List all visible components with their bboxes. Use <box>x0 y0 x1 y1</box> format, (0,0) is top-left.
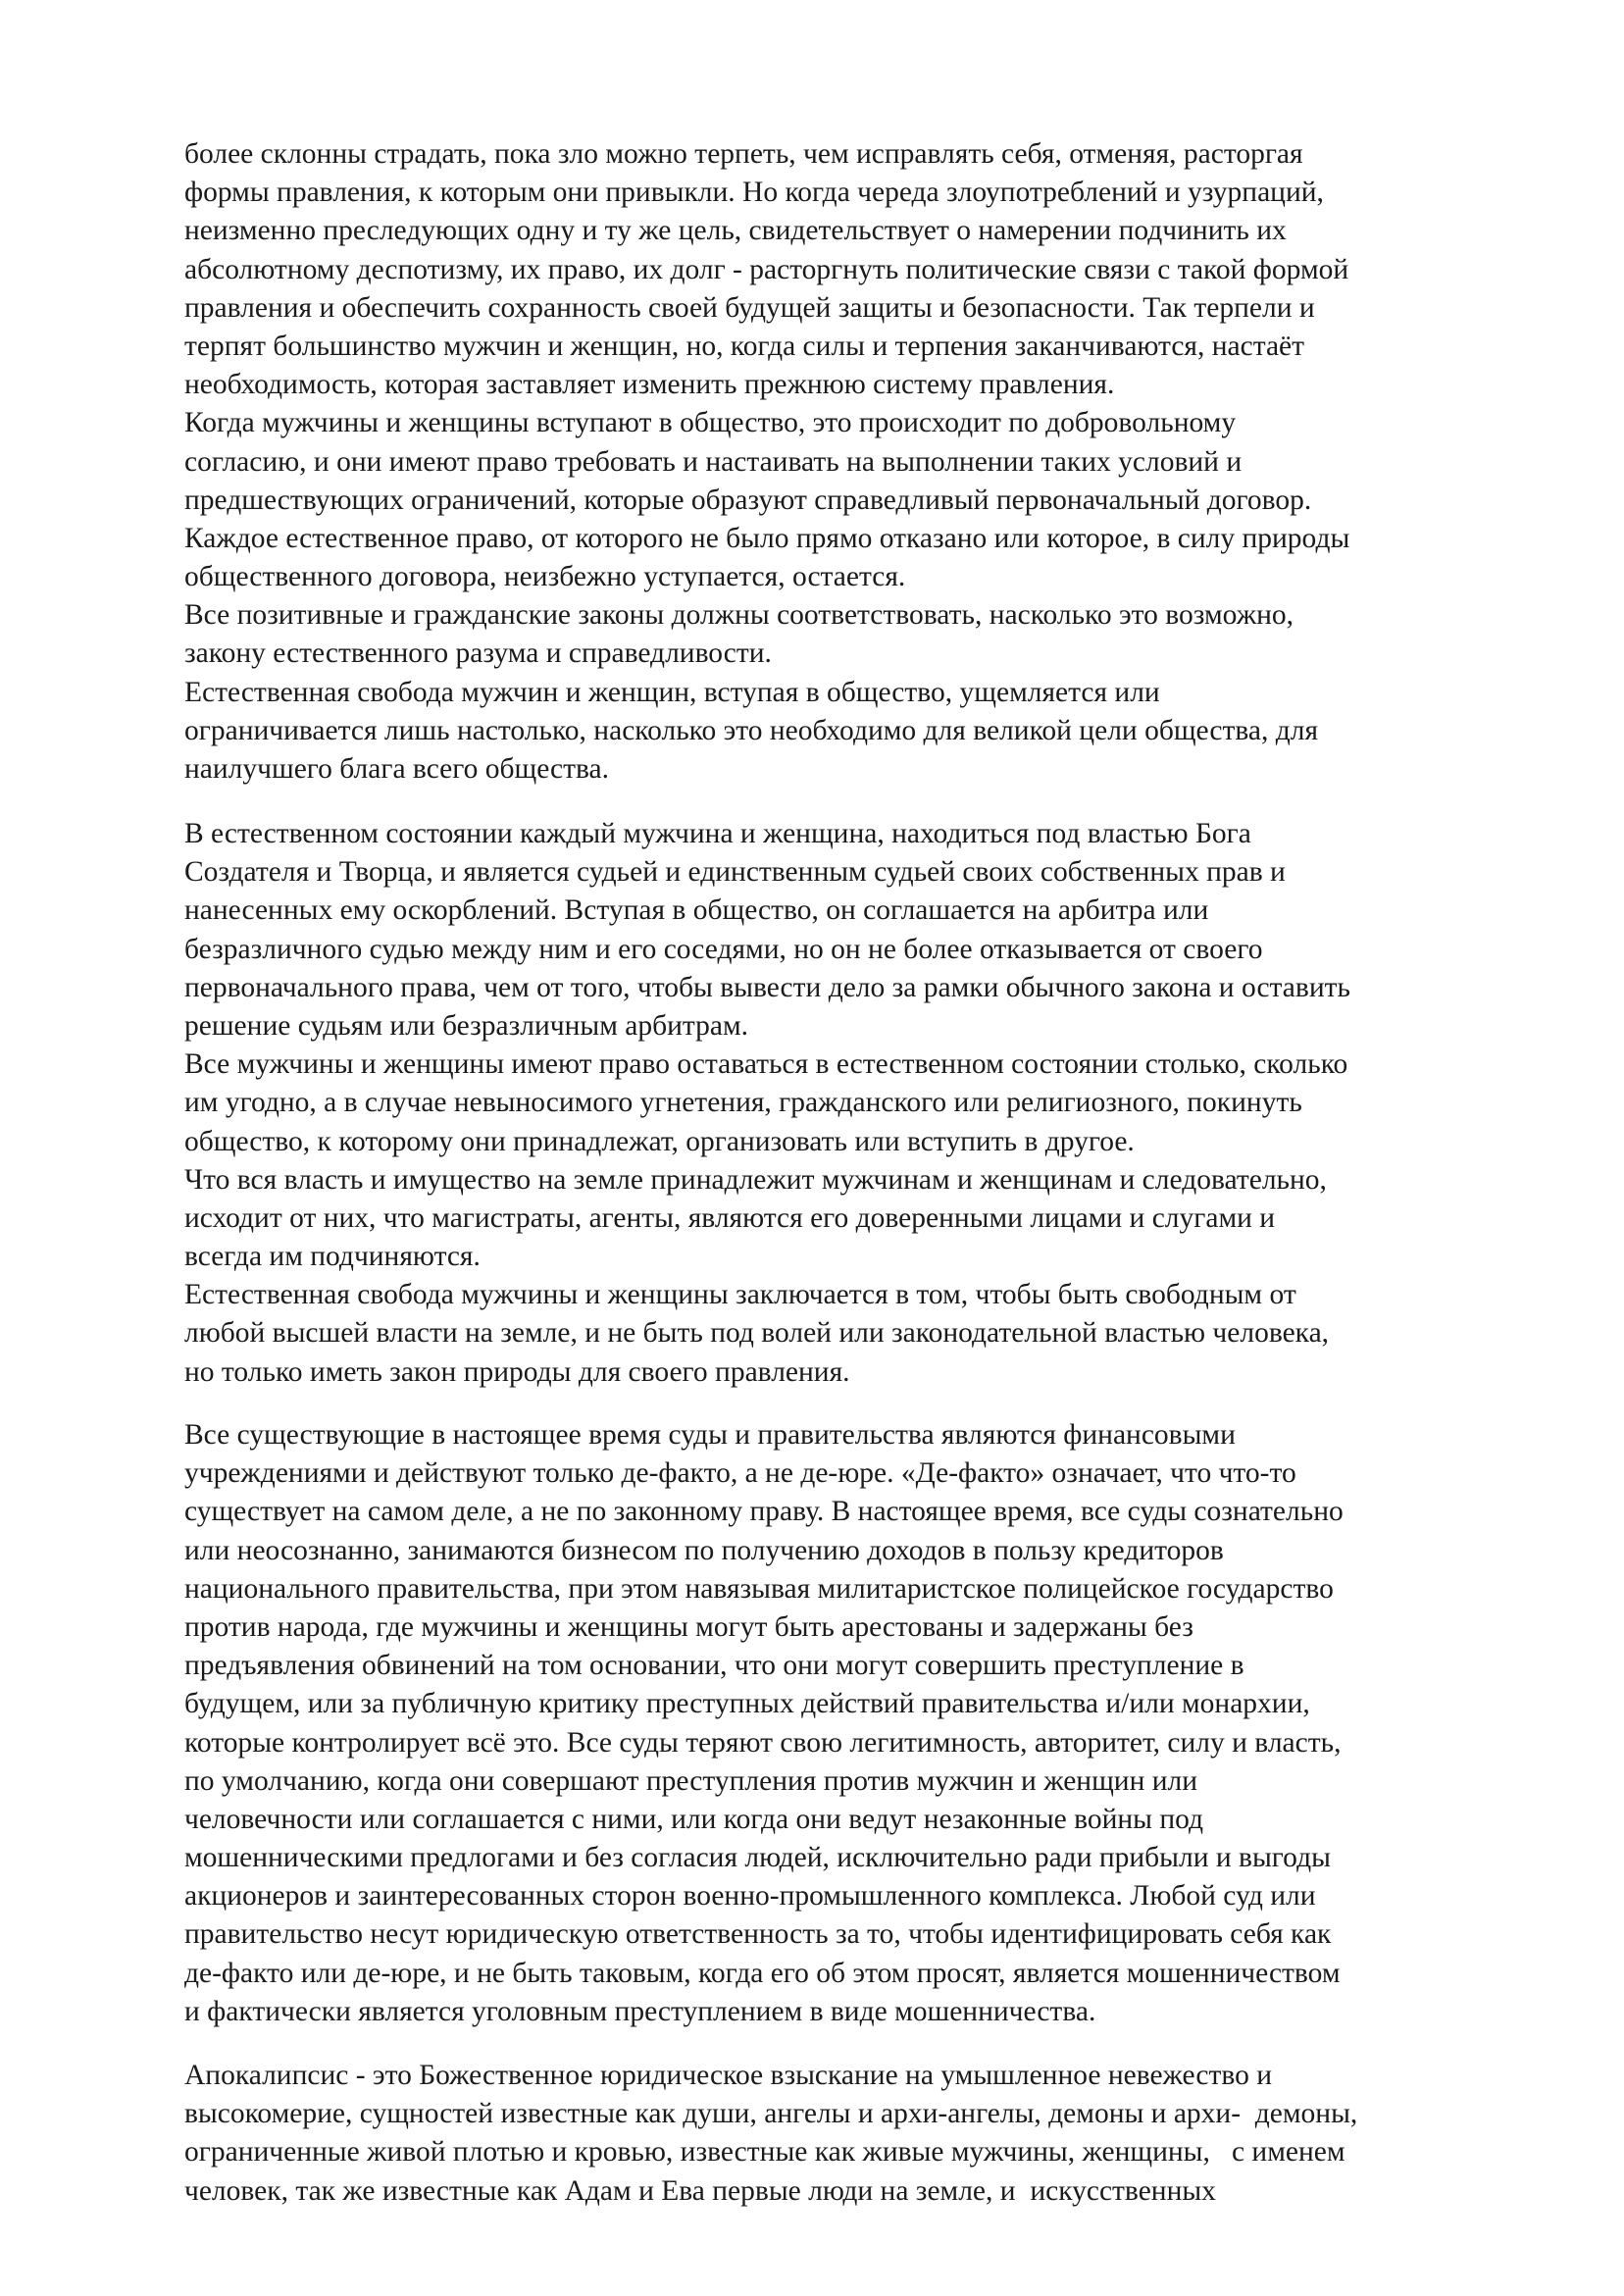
text-line: высокомерие, сущностей известные как души, ангелы и архи-ангелы, демоны и архи- демоны, <box>184 2098 1358 2130</box>
text-line: ограничивается лишь настолько, насколько это необходимо для великой цели общества, для <box>184 714 1319 746</box>
text-line: наилучшего блага всего общества. <box>184 753 610 785</box>
text-line: Все позитивные и гражданские законы должны соответствовать, насколько это возможно, <box>184 599 1294 632</box>
text-line: общественного договора, неизбежно уступается, остается. <box>184 561 906 593</box>
paragraph-group-2 <box>184 815 1489 1392</box>
text-line: но только иметь закон природы для своего правления. <box>184 1355 850 1388</box>
text-line: всегда им подчиняются. <box>184 1241 481 1273</box>
text-line: учреждениями и действуют только де-факто, а не де-юре. «Де-факто» означает, что что-то <box>184 1457 1296 1490</box>
text-line: правления и обеспечить сохранность своей будущей защиты и безопасности. Так терпели и <box>184 291 1315 324</box>
text-line: существует на самом деле, а не по законному праву. В настоящее время, все суды сознательно <box>184 1496 1344 1528</box>
text-line: предъявления обвинений на том основании, что они могут совершить преступление в <box>184 1650 1244 1682</box>
text-line: национального правительства, при этом навязывая милитаристское полицейское государство <box>184 1572 1334 1605</box>
text-line: предшествующих ограничений, которые образуют справедливый первоначальный договор. <box>184 484 1312 516</box>
text-line: Естественная свобода мужчины и женщины заключается в том, чтобы быть свободным от <box>184 1279 1296 1311</box>
text-line: первоначального права, чем от того, чтобы вывести дело за рамки обычного закона и оставить <box>184 971 1350 1003</box>
text-line: Все существующие в настоящее время суды и правительства являются финансовыми <box>184 1419 1236 1451</box>
text-line: любой высшей власти на земле, и не быть под волей или законодательной властью человека, <box>184 1317 1330 1350</box>
text-line: человечности или соглашается с ними, или когда они ведут незаконные войны под <box>184 1803 1204 1835</box>
text-line: или неосознанно, занимаются бизнесом по получению доходов в пользу кредиторов <box>184 1534 1224 1566</box>
text-line: Все мужчины и женщины имеют право оставаться в естественном состоянии столько, сколько <box>184 1048 1348 1081</box>
text-line: против народа, где мужчины и женщины могут быть арестованы и задержаны без <box>184 1610 1193 1643</box>
text-line: абсолютному деспотизму, их право, их долг - расторгнуть политические связи с такой формой <box>184 253 1349 285</box>
text-line: В естественном состоянии каждый мужчина и женщина, находиться под властью Бога <box>184 818 1251 849</box>
text-line: терпят большинство мужчин и женщин, но, когда силы и терпения заканчиваются, настаёт <box>184 330 1305 362</box>
paragraph-group-3 <box>184 1416 1489 2031</box>
text-line: человек, так же известные как Адам и Ева первые люди на земле, и искусственных <box>184 2174 1216 2207</box>
text-line: по умолчанию, когда они совершают преступления против мужчин и женщин или <box>184 1764 1198 1797</box>
text-line: будущем, или за публичную критику преступных действий правительства и/или монархии, <box>184 1688 1310 1720</box>
text-line: Когда мужчины и женщины вступают в общество, это происходит по добровольному <box>184 407 1237 439</box>
text-line: Апокалипсис - это Божественное юридическое взыскание на умышленное невежество и <box>184 2060 1273 2091</box>
text-line: формы правления, к которым они привыкли. Но когда череда злоупотреблений и узурпаций, <box>184 177 1324 209</box>
text-line: Каждое естественное право, от которого не было прямо отказано или которое, в силу природы <box>184 522 1350 554</box>
text-line: более склонны страдать, пока зло можно терпеть, чем исправлять себя, отменяя, расторгая <box>184 138 1303 170</box>
text-line: исходит от них, что магистраты, агенты, являются его доверенными лицами и слугами и <box>184 1201 1276 1234</box>
text-line: безразличного судью между ним и его соседями, но он не более отказывается от своего <box>184 933 1263 965</box>
text-line: им угодно, а в случае невыносимого угнетения, гражданского или религиозного, покинуть <box>184 1087 1302 1119</box>
text-line: закону естественного разума и справедливости. <box>184 638 772 670</box>
paragraph-group-1 <box>184 135 1489 789</box>
text-line: согласию, и они имеют право требовать и настаивать на выполнении таких условий и <box>184 445 1243 478</box>
text-line: которые контролирует всё это. Все суды теряют свою легитимность, авторитет, силу и власть, <box>184 1726 1342 1759</box>
text-line: решение судьям или безразличным арбитрам. <box>184 1009 749 1042</box>
text-line: Что вся власть и имущество на земле принадлежит мужчинам и женщинам и следовательно, <box>184 1163 1327 1196</box>
text-line: нанесенных ему оскорблений. Вступая в общество, он соглашается на арбитра или <box>184 894 1209 927</box>
text-line: правительство несут юридическую ответственность за то, чтобы идентифицировать себя как <box>184 1918 1332 1951</box>
paragraph-group-4 <box>184 2057 1489 2211</box>
text-line: Естественная свобода мужчин и женщин, вступая в общество, ущемляется или <box>184 676 1160 708</box>
text-line: ограниченные живой плотью и кровью, известные как живые мужчины, женщины, с именем <box>184 2136 1345 2168</box>
text-line: мошенническими предлогами и без согласия людей, исключительно ради прибыли и выгоды <box>184 1842 1331 1874</box>
text-line: Создателя и Творца, и является судьей и единственным судьей своих собственных прав и <box>184 856 1286 889</box>
text-line: и фактически является уголовным преступлением в виде мошенничества. <box>184 1995 1096 2027</box>
text-line: акционеров и заинтересованных сторон военно-промышленного комплекса. Любой суд или <box>184 1880 1316 1913</box>
text-line: необходимость, которая заставляет изменить прежнюю систему правления. <box>184 369 1115 401</box>
text-line: общество, к которому они принадлежат, организовать или вступить в другое. <box>184 1125 1135 1157</box>
text-line: де-факто или де-юре, и не быть таковым, когда его об этом просят, является мошенничеством <box>184 1957 1341 1989</box>
text-line: неизменно преследующих одну и ту же цель, свидетельствует о намерении подчинить их <box>184 215 1287 247</box>
